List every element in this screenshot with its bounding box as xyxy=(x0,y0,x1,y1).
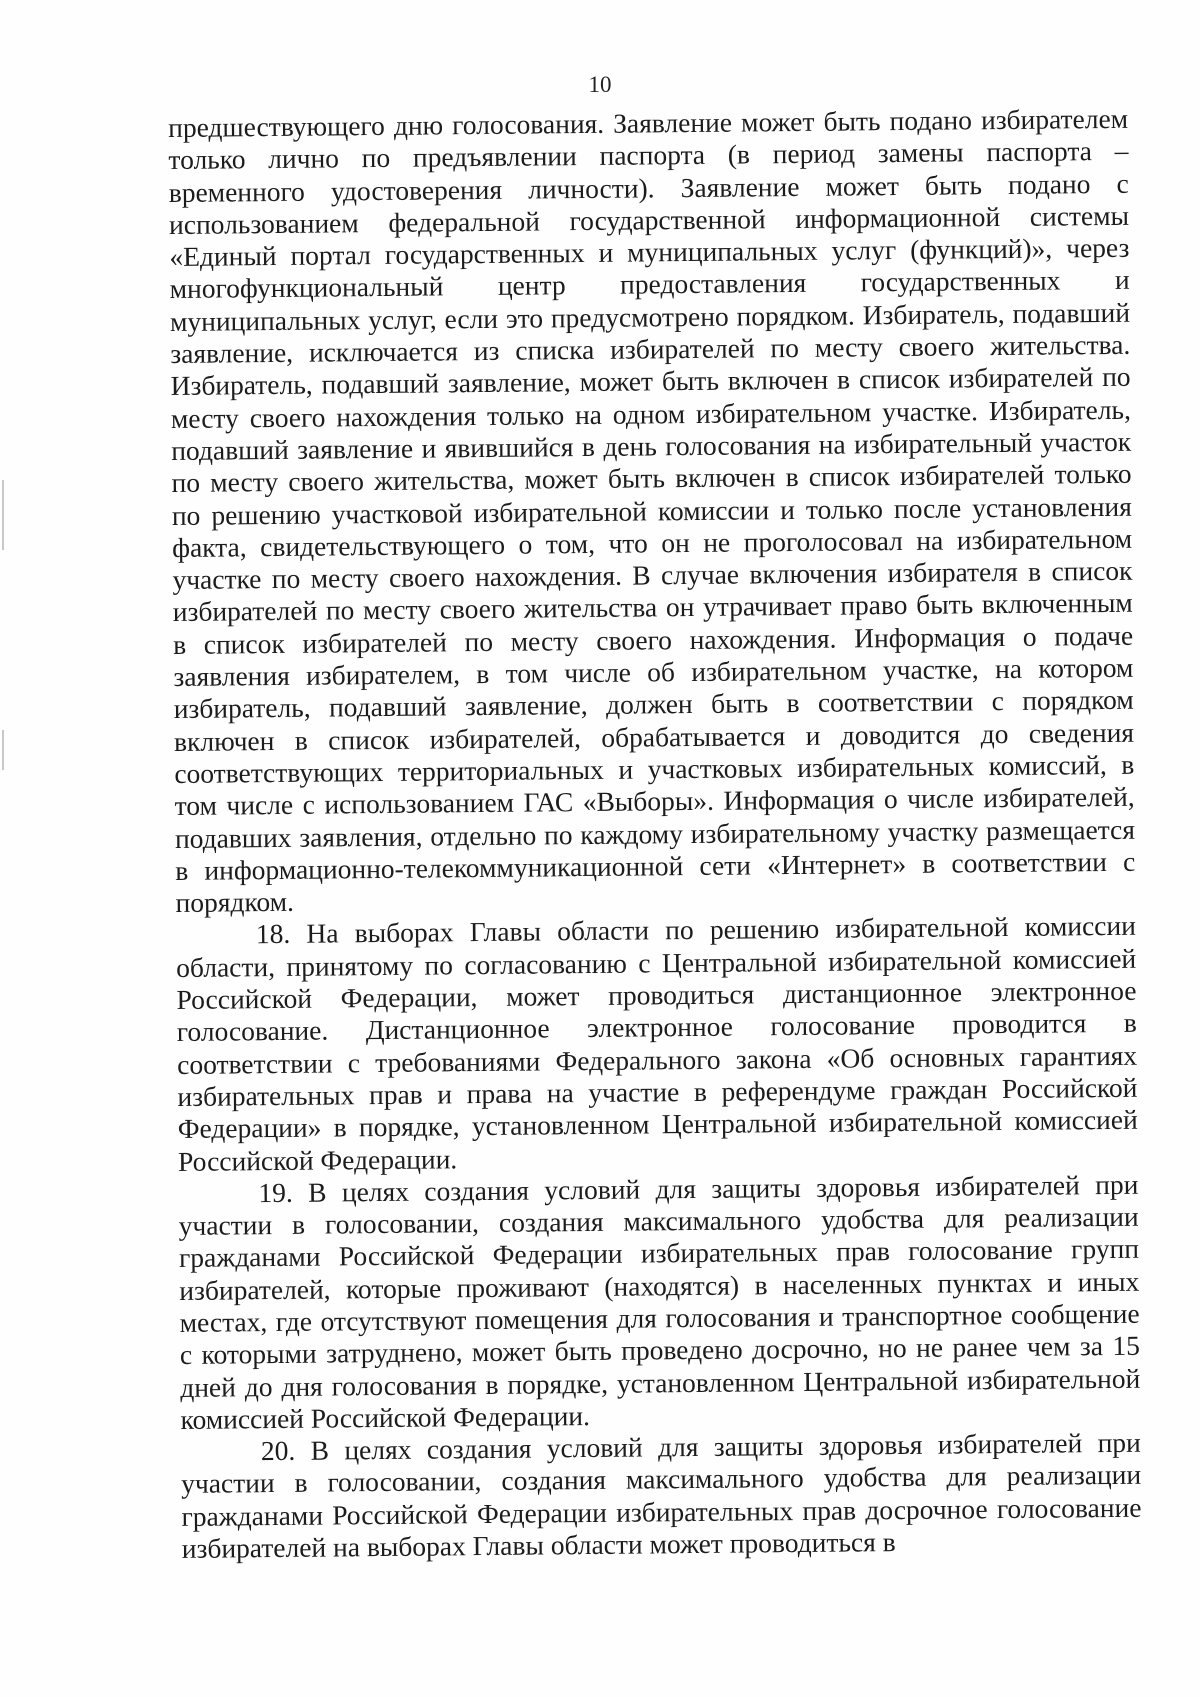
paragraph-item-18: 18. На выборах Главы области по решению избирательной комиссии области, принятому по согласованию с Центральной избирательной комиссией Российской Федерации, может проводиться дистанционное электронное голосование. Дистанционное электронное голосование проводится в соответствии с требованиями Федерального закона «Об основных гарантиях избирательных прав и права на участие в референдуме граждан Российской Федерации» в порядке, установленном Центральной избирательной комиссией Российской Федерации. xyxy=(176,910,1138,1177)
paragraph-continuation: предшествующего дню голосования. Заявление может быть подано избирателем только лично по предъявлении паспорта (в период замены паспорта – временного удостоверения личности). Заявление может быть подано с использованием федеральной государственной информационной системы «Единый портал государственных и муниципальных услуг (функций)», через многофункциональный центр предоставления государственных и муниципальных услуг, если это предусмотрено порядком. Избиратель, подавший заявление, исключается из списка избирателей по месту своего жительства. Избиратель, подавший заявление, может быть включен в список избирателей по месту своего нахождения только на одном избирательном участке. Избиратель, подавший заявление и явившийся в день голосования на избирательный участок по месту своего жительства, может быть включен в список избирателей только по решению участковой избирательной комиссии и только после установления факта, свидетельствующего о том, что он не проголосовал на избирательном участке по месту своего нахождения. В случае включения избирателя в список избирателей по месту своего жительства он утрачивает право быть включенным в список избирателей по месту своего нахождения. Информация о подаче заявления избирателем, в том числе об избирательном участке, на котором избиратель, подавший заявление, должен быть в соответствии с порядком включен в список избирателей, обрабатывается и доводится до сведения соответствующих территориальных и участковых избирательных комиссий, в том числе с использованием ГАС «Выборы». Информация о числе избирателей, подавших заявления, отдельно по каждому избирательному участку размещается в информационно-телекоммуникационной сети «Интернет» в соответствии с порядком. xyxy=(168,102,1136,919)
scan-artifact-mark xyxy=(2,480,4,550)
paragraph-item-20: 20. В целях создания условий для защиты здоровья избирателей при участии в голосовании, создания максимального удобства для реализации гражданами Российской Федерации избирательных прав досрочное голосование избирателей на выборах Главы области может проводиться в xyxy=(181,1426,1142,1564)
document-body xyxy=(168,103,1142,1566)
scan-artifact-mark xyxy=(2,730,4,770)
paragraph-item-19: 19. В целях создания условий для защиты здоровья избирателей при участии в голосовании, создания максимального удобства для реализации гражданами Российской Федерации избирательных прав голосование групп избирателей, которые проживают (находятся) в населенных пунктах и иных местах, где отсутствуют помещения для голосования и транспортное сообщение с которыми затруднено, может быть проведено досрочно, но не ранее чем за 15 дней до дня голосования в порядке, установленном Центральной избирательной комиссией Российской Федерации. xyxy=(178,1168,1141,1435)
page-number: 10 xyxy=(588,72,612,97)
